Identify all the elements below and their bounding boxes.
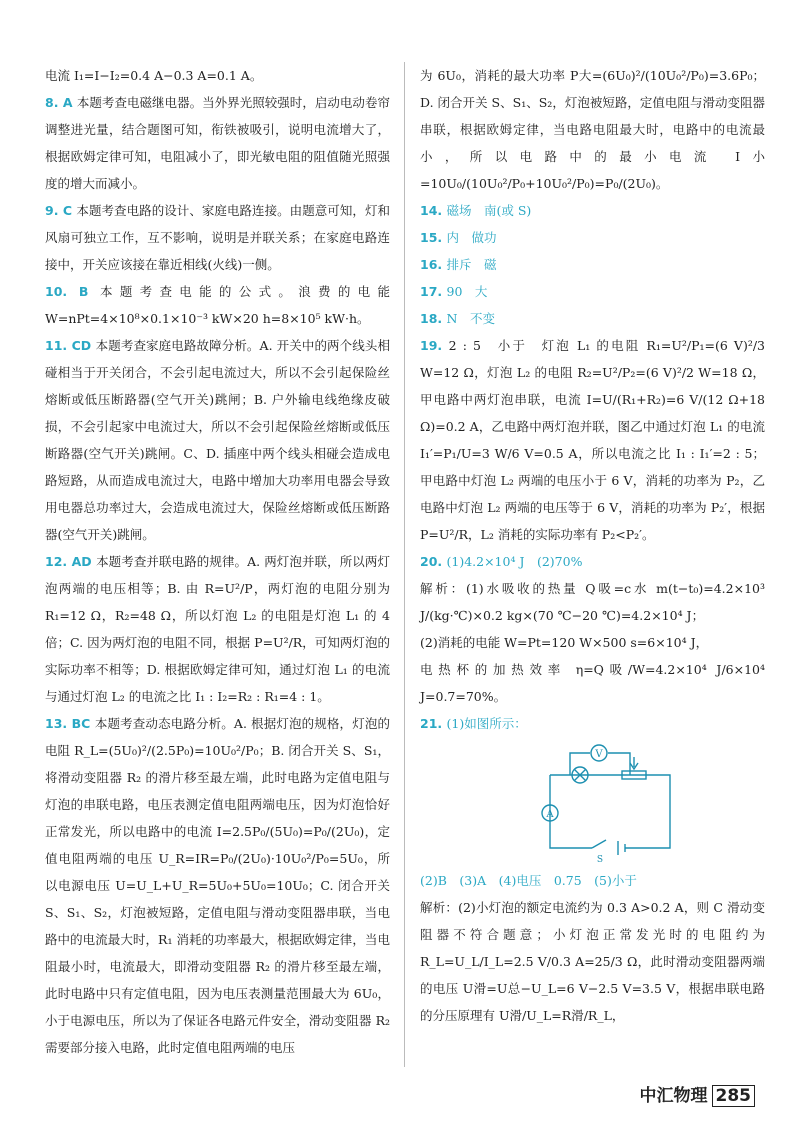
answer-text: 磁场 南(或 S) <box>446 203 532 218</box>
question-number: 18. <box>420 311 447 326</box>
answer-item <box>420 251 765 278</box>
answer-item <box>45 278 390 332</box>
circuit-diagram <box>530 743 680 863</box>
question-number: 14. <box>420 203 447 218</box>
answer-text: 2 : 5 小于 灯泡 L₁ 的电阻 R₁=U²/P₁=(6 V)²/3 W=12 Ω，灯泡 L₂ 的电阻 R₂=U²/P₂=(6 V)²/2 W=18 Ω，甲电路中两灯泡串联，电流 I=U/(R₁+R₂)=6 V/(12 Ω+18 Ω)=0.2 A，乙电路中两灯泡并联，图乙中通过灯泡 L₁ 的电流 I₁′=P₁/U=3 W/6 V=0.5 A，所以电流之比 I₁ : I₁′=2 : 5；甲电路中灯泡 L₂ 两端的电压小于 6 V，消耗的功率为 P₂，乙电路中灯泡 L₂ 两端的电压等于 6 V，消耗的功率为 P₂′，根据 P=U²/R，L₂ 消耗的实际功率有 P₂<P₂′。 <box>420 338 765 542</box>
switch-label: S <box>596 855 604 863</box>
question-number: 9. C <box>45 203 77 218</box>
answer-item <box>420 305 765 332</box>
answer-text: (1)4.2×10⁴ J (2)70% <box>446 554 583 569</box>
answer-text: N 不变 <box>446 311 495 326</box>
answer-text: 90 大 <box>446 284 488 299</box>
answer-text: 本题考查电能的公式。浪费的电能 W=nPt=4×10⁸×0.1×10⁻³ kW×20 h=8×10⁵ kW·h。 <box>45 284 390 326</box>
explanation-text: (2)消耗的电能 W=Pt=120 W×500 s=6×10⁴ J， <box>420 635 709 650</box>
ammeter-label: A <box>546 809 554 820</box>
explanation-text: 为 6U₀，消耗的最大功率 P大=(6U₀)²/(10U₀²/P₀)=3.6P₀；D. 闭合开关 S、S₁、S₂，灯泡被短路，定值电阻与滑动变阻器串联，根据欧姆定律，当电路电阻最大时，电路中的电流最小，所以电路中的最小电流 I小=10U₀/(10U₀²/P₀+10U₀²/P₀)=P₀/(2U₀)。 <box>420 68 765 191</box>
explanation-text: 解析：(1)水吸收的热量 Q吸=c水 m(t−t₀)=4.2×10³ J/(kg·℃)×0.2 kg×(70 ℃−20 ℃)=4.2×10⁴ J； <box>420 581 765 623</box>
answer-text: 本题考查家庭电路故障分析。A. 开关中的两个线头相碰相当于开关闭合，不会引起电流过大，所以不会引起保险丝熔断或低压断路器(空气开关)跳闸；B. 户外输电线绝缘皮破损，不会引起家中电流过大，所以不会引起保险丝熔断或低压断路器(空气开关)跳闸。C、D. 插座中两个线头相碰会造成电路短路，从而造成电流过大，电路中增加大功率用电器会导致用电器总功率过大，会造成电流过大，保险丝熔断或低压断路器(空气开关)跳闸。 <box>45 338 390 542</box>
answer-item <box>420 332 765 548</box>
book-title: 中汇物理 <box>639 1086 708 1106</box>
left-column <box>45 62 390 1061</box>
right-column <box>420 62 765 1029</box>
question-number: 21. <box>420 716 447 731</box>
question-number: 13. BC <box>45 716 95 731</box>
question-number: 10. B <box>45 284 101 299</box>
page-number: 285 <box>712 1085 756 1107</box>
answer-item <box>420 710 765 737</box>
answer-text: (1)如图所示： <box>446 716 527 731</box>
answer-text: 本题考查并联电路的规律。A. 两灯泡并联，所以两灯泡两端的电压相等；B. 由 R=U²/P，两灯泡的电阻分别为 R₁=12 Ω，R₂=48 Ω，所以灯泡 L₂ 的电阻是灯泡 L₁ 的 4 倍；C. 因为两灯泡的电阻不同，根据 P=U²/R，可知两灯泡的实际功率不相等；D. 根据欧姆定律可知，通过灯泡 L₁ 的电流与通过灯泡 L₂ 的电流之比 I₁ : I₂=R₂ : R₁=4 : 1。 <box>45 554 390 704</box>
question-number: 8. A <box>45 95 77 110</box>
answer-item <box>45 197 390 278</box>
explanation-text: 电流 I₁=I−I₂=0.4 A−0.3 A=0.1 A。 <box>45 68 263 83</box>
answer-line: (2)B (3)A (4)电压 0.75 (5)小于 <box>420 873 637 888</box>
question-number: 11. CD <box>45 338 96 353</box>
answer-item <box>420 548 765 575</box>
answer-text: 排斥 磁 <box>446 257 497 272</box>
answer-item <box>420 278 765 305</box>
question-number: 16. <box>420 257 447 272</box>
page-footer <box>640 1081 756 1106</box>
question-number: 19. <box>420 338 449 353</box>
voltmeter-label: V <box>595 749 603 760</box>
question-number: 15. <box>420 230 447 245</box>
answer-item <box>45 332 390 548</box>
answer-item <box>420 224 765 251</box>
answer-text: 本题考查电路的设计、家庭电路连接。由题意可知，灯和风扇可独立工作，互不影响，说明是并联关系；在家庭电路连接中，开关应该接在靠近相线(火线)一侧。 <box>45 203 390 272</box>
answer-text: 本题考查动态电路分析。A. 根据灯泡的规格，灯泡的电阻 R_L=(5U₀)²/(2.5P₀)=10U₀²/P₀；B. 闭合开关 S、S₁，将滑动变阻器 R₂ 的滑片移至最左端，此时电路为定值电阻与灯泡的串联电路，电压表测定值电阻两端电压，因为灯泡恰好正常发光，所以电路中的电流 I=2.5P₀/(5U₀)=P₀/(2U₀)，定值电阻两端的电压 U_R=IR=P₀/(2U₀)·10U₀²/P₀=5U₀，所以电源电压 U=U_L+U_R=5U₀+5U₀=10U₀；C. 闭合开关 S、S₁、S₂，灯泡被短路，定值电阻与滑动变阻器串联，当电路中的电流最大时，R₁ 消耗的功率最大，根据欧姆定律，当电阻最小时，电流最大，即滑动变阻器 R₂ 的滑片移至最左端，此时电路中只有定值电阻，因为电压表测量范围最大为 6U₀，小于电源电压，所以为了保证各电路元件安全，滑动变阻器 R₂ 需要部分接入电路，此时定值电阻两端的电压 <box>45 716 390 1055</box>
question-number: 20. <box>420 554 447 569</box>
question-number: 12. AD <box>45 554 97 569</box>
answer-text: 内 做功 <box>446 230 497 245</box>
answer-item <box>45 89 390 197</box>
answer-text: 本题考查电磁继电器。当外界光照较强时，启动电动卷帘调整进光量，结合题图可知，衔铁被吸引，说明电流增大了，根据欧姆定律可知，电阻减小了，即光敏电阻的阻值随光照强度的增大而减小。 <box>45 95 390 191</box>
answer-item <box>45 710 390 1061</box>
explanation-text: 解析：(2)小灯泡的额定电流约为 0.3 A>0.2 A，则 C 滑动变阻器不符合题意；小灯泡正常发光时的电阻约为 R_L=U_L/I_L=2.5 V/0.3 A=25/3 Ω，此时滑动变阻器两端的电压 U滑=U总−U_L=6 V−2.5 V=3.5 V，根据串联电路的分压原理有 U滑/U_L=R滑/R_L， <box>420 900 765 1023</box>
explanation-text: 电热杯的加热效率 η=Q吸/W=4.2×10⁴ J/6×10⁴ J=0.7=70%。 <box>420 662 765 704</box>
answer-item <box>45 548 390 710</box>
question-number: 17. <box>420 284 447 299</box>
answer-item <box>420 197 765 224</box>
column-divider <box>404 62 405 1067</box>
